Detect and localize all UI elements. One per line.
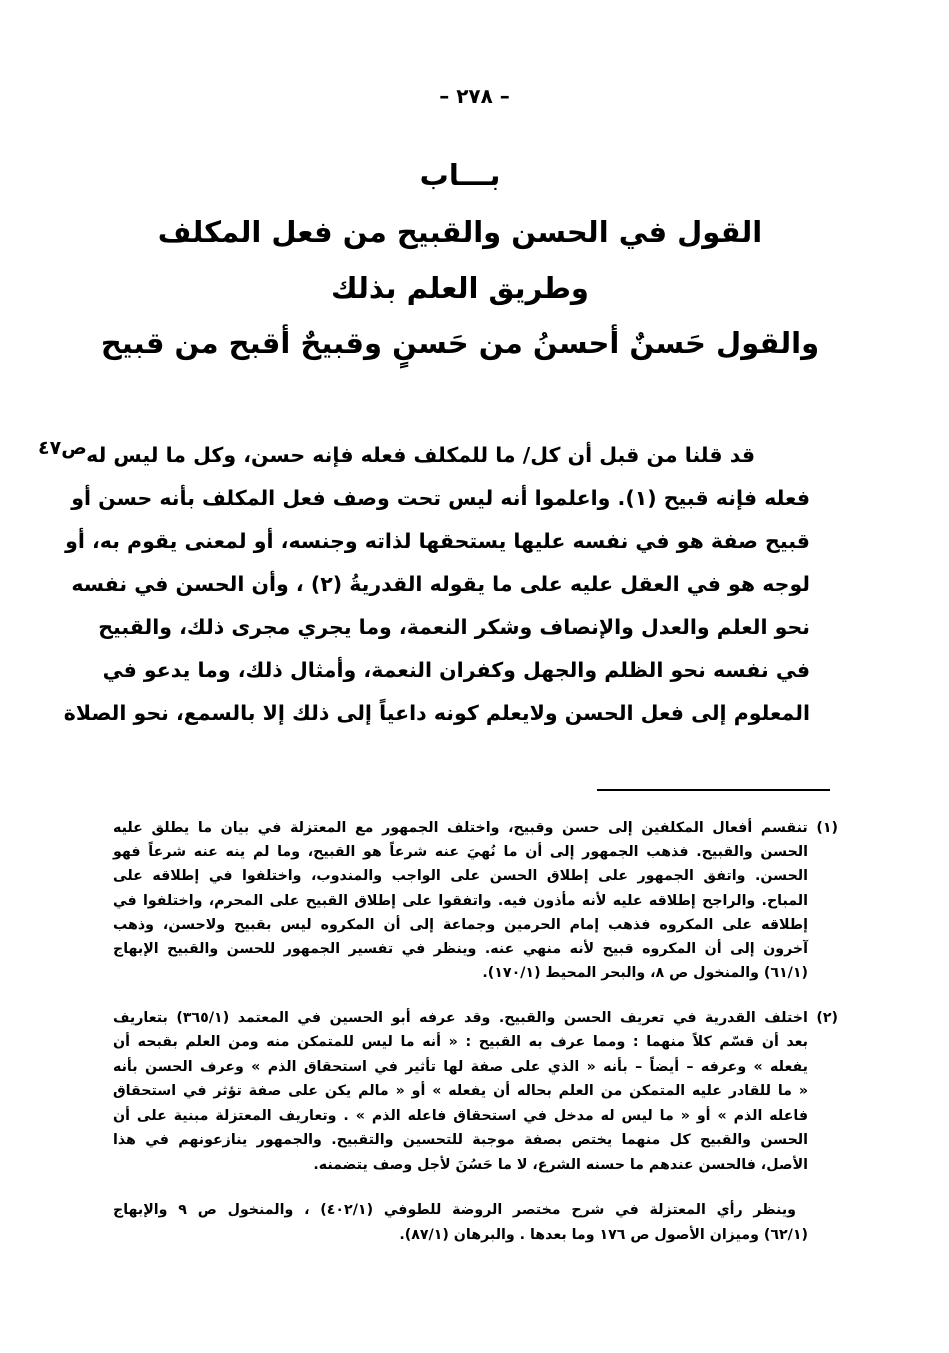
body-line: قبيح صفة هو في نفسه عليها يستحقها لذاته وجنسه، أو لمعنى يقوم به، أو — [65, 529, 810, 553]
footnote-2-line: « ما للقادر عليه المتمكن من العلم بحاله أن يفعله » أو « مالم يكن على صفة تؤثر في استحقاق — [113, 1083, 808, 1099]
footnote-1-line: إطلاقه على المكروه فذهب إمام الحرمين وجماعة إلى أن المكروه ليس بقبيح ولاحسن، وذهب — [113, 917, 808, 933]
footnote-2-line: يفعله » وعرفه – أيضاً – بأنه « الذي على صفة لها تأثير في استحقاق الذم » وعرف الحسن بأنه — [113, 1059, 808, 1075]
body-line: فعله فإنه قبيح (١). واعلموا أنه ليس تحت وصف فعل المكلف بأنه حسن أو — [71, 486, 810, 510]
body-line: نحو العلم والعدل والإنصاف وشكر النعمة، وما يجري مجرى ذلك، والقبيح — [98, 615, 810, 639]
footnote-1-line: آخرون إلى أن المكروه قبيح لأنه منهي عنه. وينظر في تفسير الجمهور للحسن والقبيح الإبهاج — [113, 941, 808, 957]
footnote-2-line: (٦٢/١) وميزان الأصول ص ١٧٦ وما بعدها . والبرهان (٨٧/١). — [399, 1227, 808, 1243]
chapter-title-line-2: وطريق العلم بذلك — [331, 271, 589, 305]
footnote-2-line: الحسن والقبيح كل منهما يختص بصفة موجبة للتحسين والتقبيح. والجمهور ينازعونهم في هذا — [113, 1132, 808, 1148]
body-line: قد قلنا من قبل أن كل/ ما للمكلف فعله فإنه حسن، وكل ما ليس له — [86, 443, 755, 467]
footnote-separator — [597, 789, 830, 791]
footnote-2-line: (٢) اختلف القدرية في تعريف الحسن والقبيح. وقد عرفه أبو الحسين في المعتمد (٣٦٥/١) بتعاريف — [113, 1010, 838, 1026]
footnote-2-line: بعد أن قسّم كلاً منهما : ومما عرف به القبيح : « أنه ما ليس للمتمكن منه ومن العلم بقبحه أن — [113, 1034, 808, 1050]
footnote-1-line: (١) تنقسم أفعال المكلفين إلى حسن وقبيح، واختلف الجمهور مع المعتزلة في بيان ما يطلق عليه — [113, 820, 838, 836]
body-line: المعلوم إلى فعل الحسن ولايعلم كونه داعياً إلى ذلك إلا بالسمع، نحو الصلاة — [63, 701, 810, 725]
page-number: – ٢٧٨ – — [439, 84, 510, 108]
footnote-1-line: الحسن. واتفق الجمهور على إطلاق الحسن على الواجب والمندوب، واختلفوا في إطلاقه على — [113, 868, 808, 884]
margin-page-reference: ص٤٧ — [38, 437, 87, 459]
footnote-2-line: وينظر رأي المعتزلة في شرح مختصر الروضة للطوفي (٤٠٢/١) ، والمنخول ص ٩ والإبهاج — [113, 1202, 796, 1218]
footnote-2-line: الأصل، فالحسن عندهم ما حسنه الشرع، لا ما حَسُنَ لأجل وصف يتضمنه. — [313, 1157, 808, 1173]
footnote-1-line: المباح. والراجح إطلاقه عليه لأنه مأذون فيه. واتفقوا على إطلاق القبيح على المحرم، واختلفوا في — [113, 893, 808, 909]
chapter-title-line-3: والقول حَسنٌ أحسنُ من حَسنٍ وقبيحٌ أقبح من قبيح — [100, 326, 820, 360]
body-line: لوجه هو في العقل عليه على ما يقوله القدريةُ (٢) ، وأن الحسن في نفسه — [71, 572, 810, 596]
chapter-label: بـــاب — [419, 158, 501, 192]
footnote-1-line: (٦١/١) والمنخول ص ٨، والبحر المحيط (١٧٠/١). — [482, 965, 808, 981]
chapter-title-line-1: القول في الحسن والقبيح من فعل المكلف — [157, 215, 763, 249]
body-line: في نفسه نحو الظلم والجهل وكفران النعمة، وأمثال ذلك، وما يدعو في — [102, 658, 810, 682]
footnote-1-line: الحسن والقبيح. فذهب الجمهور إلى أن ما نُهيَ عنه شرعاً هو القبيح، وما لم ينه عنه شرعاً فهو — [113, 844, 808, 860]
footnote-2-line: فاعله الذم » أو « ما ليس له مدخل في استحقاق فاعله الذم » . وتعاريف المعتزلة مبنية على أن — [113, 1108, 808, 1124]
